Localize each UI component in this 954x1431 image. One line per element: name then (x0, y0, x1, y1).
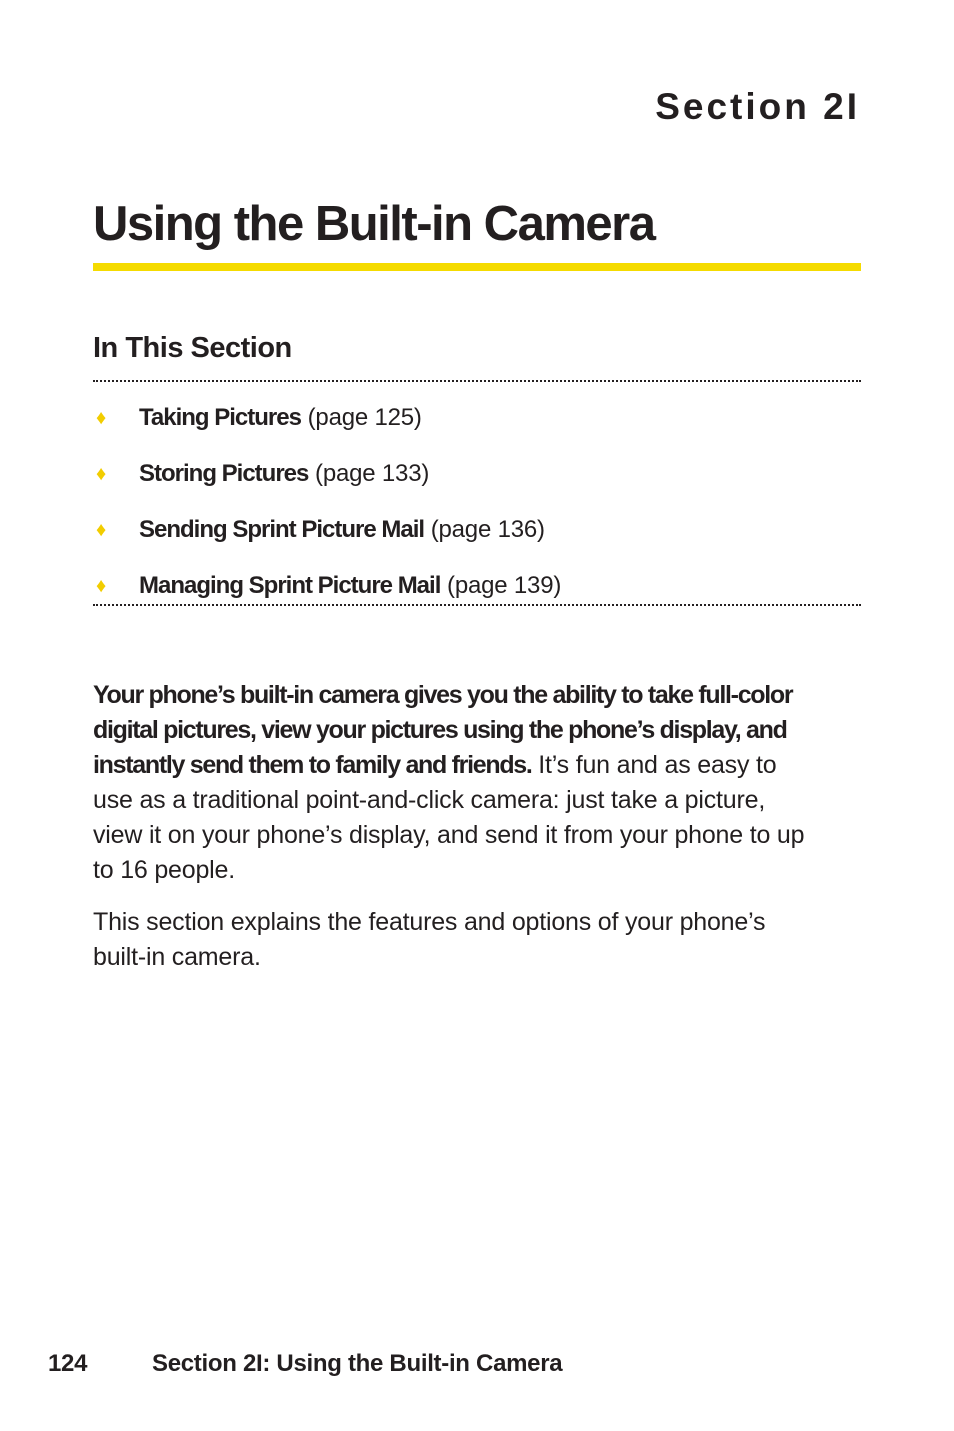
toc-page-ref: (page 133) (315, 460, 430, 487)
intro-paragraph (93, 678, 813, 888)
list-item[interactable] (93, 446, 561, 502)
page-footer (48, 1350, 562, 1378)
title-underline (93, 263, 861, 271)
list-item[interactable] (93, 502, 561, 558)
running-title: Section 2I: Using the Built-in Camera (152, 1350, 563, 1377)
diamond-bullet-icon: ♦ (96, 462, 107, 485)
page-title: Using the Built-in Camera (93, 197, 655, 251)
intro-rest: It’s fun and as easy to use as a traditional point-and-click camera: just take a picture, view it on your phone’s display, and send it from your phone to up to 16 people. (93, 751, 805, 884)
section-label: Section 2I (655, 86, 860, 127)
diamond-bullet-icon: ♦ (96, 518, 107, 541)
intro-lead: Your phone’s built-in camera gives you the ability to take full-color digital pictures, view your pictures using the phone’s display, and instantly send them to family and friends. (93, 681, 793, 779)
toc-page-ref: (page 125) (307, 404, 422, 431)
list-item[interactable] (93, 390, 561, 446)
diamond-bullet-icon: ♦ (96, 574, 107, 597)
section-contents-list (93, 390, 561, 614)
toc-topic: Taking Pictures (139, 404, 301, 431)
diamond-bullet-icon: ♦ (96, 406, 107, 429)
dotted-divider-bottom (93, 604, 861, 606)
page-number: 124 (48, 1350, 88, 1377)
dotted-divider-top (93, 380, 861, 382)
toc-topic: Managing Sprint Picture Mail (139, 572, 441, 599)
toc-topic: Sending Sprint Picture Mail (139, 516, 425, 543)
toc-page-ref: (page 136) (430, 516, 545, 543)
explain-paragraph: This section explains the features and options of your phone’s built-in camera. (93, 908, 766, 971)
in-this-section-heading: In This Section (93, 332, 292, 364)
toc-topic: Storing Pictures (139, 460, 309, 487)
toc-page-ref: (page 139) (447, 572, 562, 599)
